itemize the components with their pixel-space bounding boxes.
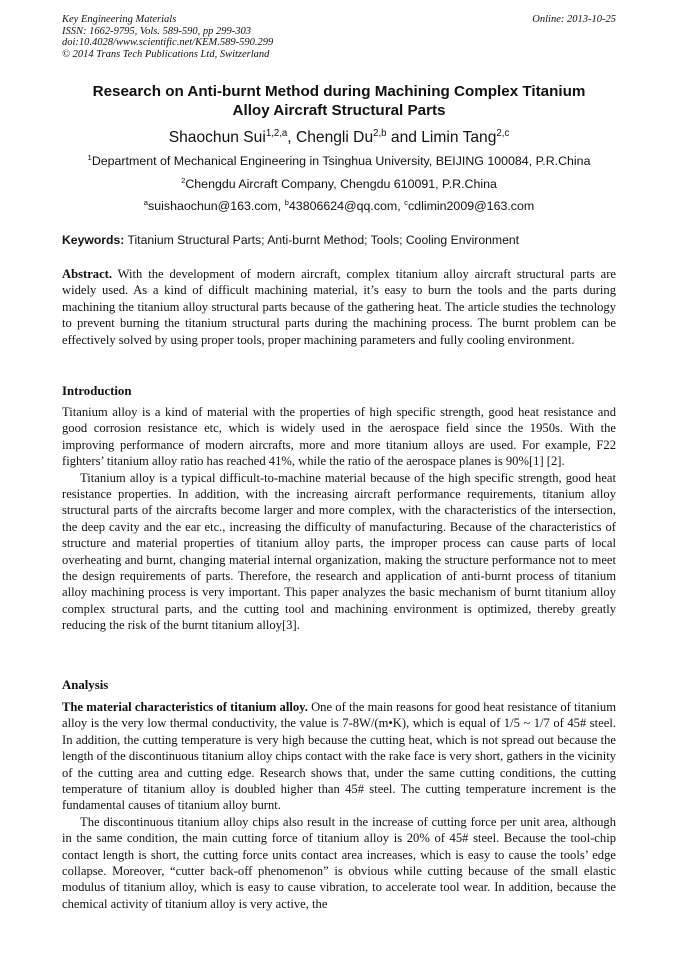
affiliation-2: $^2$Chengdu Aircraft Company, Chengdu 610091, P.R.China [181, 175, 497, 191]
journal-name: Key Engineering Materials [62, 14, 177, 25]
keywords [62, 233, 622, 248]
author-list [20, 128, 658, 148]
subsection-label: The material characteristics of titanium alloy. [62, 700, 308, 714]
email-c: cdlimin2009@163.com [407, 199, 535, 213]
introduction-heading: Introduction [62, 384, 132, 398]
keywords-text: Titanium Structural Parts; Anti-burnt Method; Tools; Cooling Environment [124, 233, 520, 247]
doi-line: doi:10.4028/www.scientific.net/KEM.589-590.299 [62, 37, 274, 49]
abstract-label: Abstract. [62, 267, 113, 281]
author-name: Limin Tang [421, 129, 497, 146]
paper-title [40, 82, 638, 120]
affiliation-1: $^1$Department of Mechanical Engineering in Tsinghua University, BEIJING 100084, P.R.China [87, 152, 591, 168]
paragraph: The discontinuous titanium alloy chips also result in the increase of cutting force per unit area, although in the same condition, the main cutting force of titanium alloy is 20% of 45# steel. Because the tool-chip contact length is short, the cutting force units contact area increases, which is easy to cause the tools’ edge collapse. Moreover, “cutter back-off phenomenon” is obvious while cutting because of the small elastic modulus of titanium alloy, which is easy to cause vibration, to accelerate tool wear. In addition, because the chemical activity of titanium alloy is very active, the [62, 814, 616, 911]
analysis-heading: Analysis [62, 678, 109, 692]
online-date: Online: 2013-10-25 [532, 14, 616, 25]
introduction-body [62, 404, 616, 634]
author-affiliation-mark: 2,b [373, 127, 387, 139]
title-line-1: Research on Anti-burnt Method during Machining Complex Titanium [92, 83, 586, 100]
keywords-label: Keywords: [62, 233, 125, 247]
author-name: Shaochun Sui [168, 129, 266, 146]
paragraph: The material characteristics of titanium alloy. One of the main reasons for good heat resistance of titanium alloy is the very low thermal conductivity, the value is 7-8W/(m•K), which is equal of 1/5 ~ 1/7 of 45# steel. In addition, the cutting temperature is very high because the cutting heat, which is not spread out because the length of the discontinuous titanium alloy chips contact with the rake face is very short, gathers in the vicinity of the cutting area and cutting edge. Research shows that, under the same cutting conditions, the cutting temperature of titanium alloy is doubled higher than 45# steel. The cutting temperature increment is the fundamental causes of titanium alloy burnt. [62, 700, 617, 813]
analysis-body [62, 699, 616, 912]
paragraph: Titanium alloy is a kind of material with the properties of high specific strength, good heat resistance and good corrosion resistance etc, which is widely used in the aerospace field since the 1950s. With the improving performance of modern aircrafts, more and more titanium alloys are used. For example, F22 fighters’ titanium alloy ratio has reached 41%, while the ratio of the aerospace planes is 90%[1] [2]. [62, 405, 616, 469]
title-line-2: Alloy Aircraft Structural Parts [232, 102, 446, 119]
paragraph: Titanium alloy is a typical difficult-to-machine material because of the high specific strength, good heat resistance properties. In addition, with the increasing aircraft performance requirements, titanium alloy structural parts of the aircrafts become larger and more complex, with the characteristics of the intersection, the deep cavity and the ear etc., increasing the difficulty of manufacturing. Because of the characteristics of structure and material properties of titanium alloy parts, the improper process can cause parts of local overheating and burnt, changing material internal organization, making the structure performance not to meet the design requirements of parts. Therefore, the research and application of anti-burnt process of titanium alloy machining process is very important. This paper analyzes the basic mechanism of burnt titanium alloy complex structural parts, and the cutting tool and machining environment is optimized, thereby greatly reducing the risk of the burnt titanium alloy[3]. [62, 470, 616, 633]
journal-header [62, 14, 616, 60]
copyright-line: © 2014 Trans Tech Publications Ltd, Switzerland [62, 48, 270, 60]
abstract [62, 266, 616, 348]
author-affiliation-mark: 2,c [496, 127, 510, 139]
author-emails: $^a$suishaochun@163.com, $^b$43806624@qq.com, $^c$cdlimin2009@163.com [143, 197, 535, 213]
author-name: Chengli Du [295, 129, 374, 146]
email-a: suishaochun@163.com, [148, 199, 285, 213]
author-separator: , [287, 129, 296, 146]
author-separator: and [386, 129, 422, 146]
abstract-text: With the development of modern aircraft, complex titanium alloy aircraft structural parts are widely used. As a kind of difficult machining material, it’s easy to burn the tools and the parts during machining the titanium alloy structural parts because of the gathering heat. The article studies the technology to prevent burning the titanium structural parts during the machining process. The burnt problem can be effectively solved by using proper tools, proper machining parameters and fully cooling environment. [62, 267, 616, 347]
email-b: 43806624@qq.com, [288, 199, 405, 213]
author-affiliation-mark: 1,2,a [265, 127, 288, 139]
issn-line: ISSN: 1662-9795, Vols. 589-590, pp 299-303 [62, 25, 251, 37]
